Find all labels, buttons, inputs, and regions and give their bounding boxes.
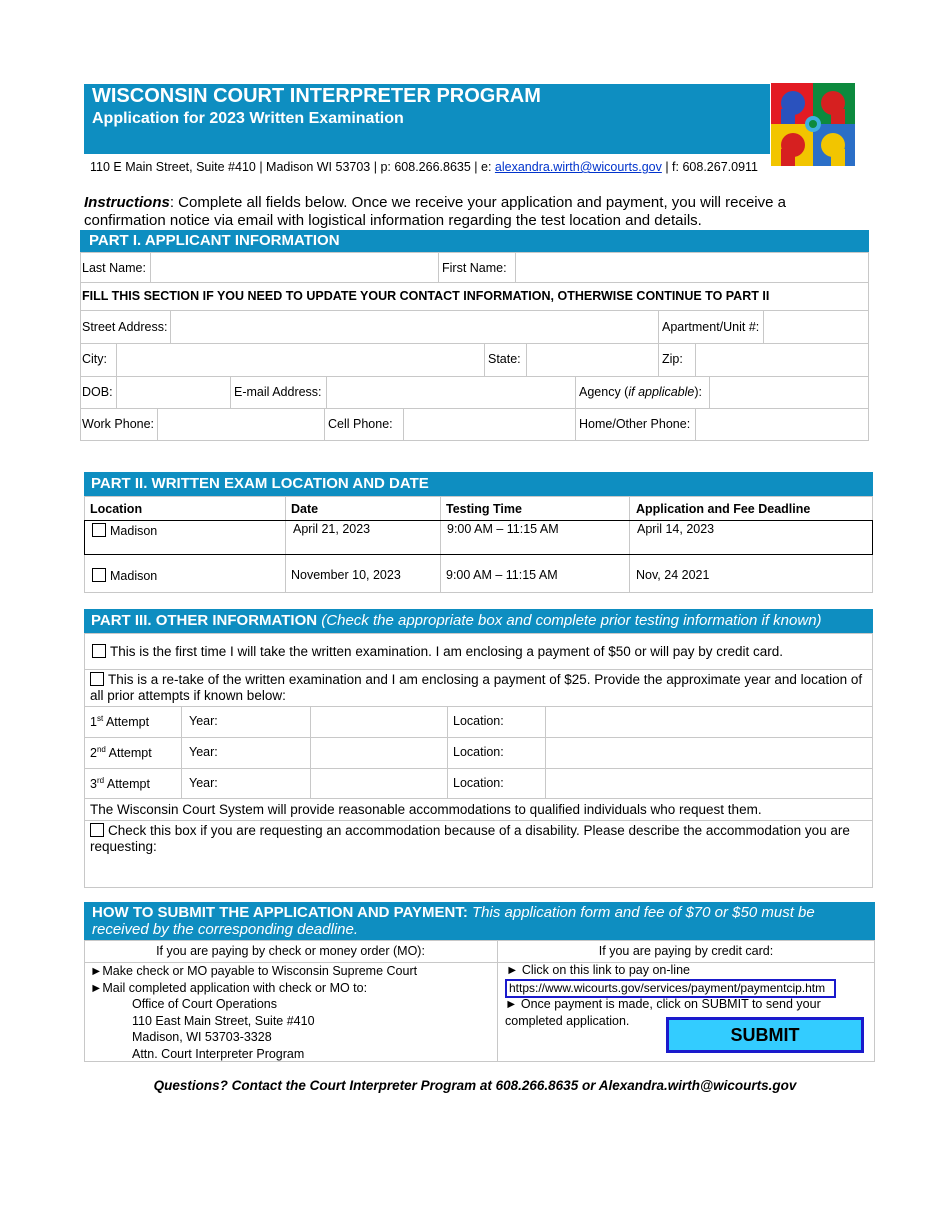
city-input[interactable] <box>117 344 484 376</box>
part2-header <box>84 472 873 496</box>
first-time-option[interactable] <box>92 644 783 659</box>
col-testing-time: Testing Time <box>446 502 522 516</box>
zip-input[interactable] <box>696 344 868 376</box>
attempt-1-word: Attempt <box>103 715 150 730</box>
mailing-address <box>90 996 417 1062</box>
part1-title: PART I. APPLICANT INFORMATION <box>89 232 340 249</box>
application-subtitle: Application for 2023 Written Examination <box>92 110 404 127</box>
exam-1-deadline: April 14, 2023 <box>637 522 715 536</box>
attempt-1-label <box>90 714 149 729</box>
attempt-2-sup: nd <box>96 745 106 754</box>
submit-section-header <box>84 902 875 940</box>
last-name-label: Last Name: <box>82 261 146 275</box>
submit-section-note: This application form and fee of $70 or $50 must be received by the corresponding deadline. <box>92 904 815 938</box>
submit-section-title: HOW TO SUBMIT THE APPLICATION AND PAYMENT: <box>92 904 468 921</box>
accommodation-note: The Wisconsin Court System will provide reasonable accommodations to qualified individuals who request them. <box>90 802 762 817</box>
check-header: If you are paying by check or money order (MO): <box>156 944 425 958</box>
dob-input[interactable] <box>117 377 230 408</box>
col-location: Location <box>90 502 143 516</box>
part1-header <box>80 230 869 252</box>
agency-label-italic: if applicable <box>628 385 695 399</box>
attempt-2-year-input[interactable] <box>311 738 447 768</box>
check-line-1: ►Make check or MO payable to Wisconsin Supreme Court <box>90 964 418 978</box>
program-logo <box>771 83 855 166</box>
card-header: If you are paying by credit card: <box>598 944 774 958</box>
checkbox-exam-1[interactable] <box>92 523 106 537</box>
attempt-2-label <box>90 745 152 760</box>
attempt-3-location-label: Location: <box>453 776 504 790</box>
home-phone-input[interactable] <box>696 409 868 441</box>
checkbox-first-time[interactable] <box>92 644 106 658</box>
attempt-1-num: 1 <box>90 715 97 730</box>
zip-label: Zip: <box>662 352 683 366</box>
address-line-2: 110 East Main Street, Suite #410 <box>132 1013 315 1028</box>
attempt-2-location-input[interactable] <box>546 738 872 768</box>
agency-input[interactable] <box>710 377 868 408</box>
apartment-label: Apartment/Unit #: <box>662 320 760 334</box>
instructions <box>84 194 844 230</box>
accommodation-option[interactable] <box>90 823 865 855</box>
agency-label-prefix: Agency ( <box>579 385 629 399</box>
part3-title: PART III. OTHER INFORMATION <box>91 612 318 629</box>
state-input[interactable] <box>527 344 658 376</box>
part2-title: PART II. WRITTEN EXAM LOCATION AND DATE <box>91 475 429 492</box>
city-label: City: <box>82 352 107 366</box>
email-input[interactable] <box>327 377 575 408</box>
attempt-3-sup: rd <box>96 776 105 785</box>
attempt-1-year-input[interactable] <box>311 707 447 737</box>
exam-1-time: 9:00 AM – 11:15 AM <box>447 522 559 536</box>
email-label: E-mail Address: <box>234 385 322 399</box>
work-phone-input[interactable] <box>158 409 324 441</box>
attempt-3-location-input[interactable] <box>546 769 872 798</box>
street-address-label: Street Address: <box>82 320 168 334</box>
attempt-3-label <box>90 776 150 791</box>
apartment-input[interactable] <box>764 311 868 343</box>
card-line-2: ► Once payment is made, click on SUBMIT to send your completed application. <box>505 997 821 1028</box>
street-address-input[interactable] <box>171 311 658 343</box>
checkbox-retake[interactable] <box>90 672 104 686</box>
attempt-2-year-label: Year: <box>189 745 218 759</box>
exam-2-deadline: Nov, 24 2021 <box>636 568 710 582</box>
col-date: Date <box>291 502 319 516</box>
payment-link[interactable]: https://www.wicourts.gov/services/payment/paymentcip.htm <box>505 979 836 998</box>
exam-1-location: Madison <box>110 524 158 538</box>
address-line-3: Madison, WI 53703-3328 <box>132 1030 272 1044</box>
header-banner <box>84 84 770 154</box>
cell-phone-input[interactable] <box>404 409 575 441</box>
dob-label: DOB: <box>82 385 113 399</box>
attempt-3-year-input[interactable] <box>311 769 447 798</box>
col-deadline: Application and Fee Deadline <box>636 502 811 516</box>
first-name-input[interactable] <box>516 253 868 282</box>
attempt-1-year-label: Year: <box>189 714 218 728</box>
contact-address: 110 E Main Street, Suite #410 | Madison WI 53703 | p: 608.266.8635 | e: <box>90 160 495 174</box>
attempt-1-location-input[interactable] <box>546 707 872 737</box>
attempt-2-word: Attempt <box>105 746 152 761</box>
attempt-1-sup: st <box>96 714 104 723</box>
home-phone-label: Home/Other Phone: <box>579 417 691 431</box>
card-line-1: ► Click on this link to pay on-line <box>506 963 690 977</box>
instructions-text: : Complete all fields below. Once we receive your application and payment, you will receive a confirmation notice via email with logistical information regarding the test location and details. <box>84 194 786 229</box>
accommodation-text: Check this box if you are requesting an accommodation because of a disability. Please describe the accommodation you are requesting: <box>90 823 850 854</box>
address-line-1: Office of Court Operations <box>132 997 277 1011</box>
checkbox-accommodation[interactable] <box>90 823 104 837</box>
exam-2-date: November 10, 2023 <box>291 568 401 582</box>
last-name-input[interactable] <box>151 253 438 282</box>
check-line-2: ►Mail completed application with check or MO to: <box>90 980 368 995</box>
cell-phone-label: Cell Phone: <box>328 417 393 431</box>
agency-label-suffix: ): <box>694 385 702 399</box>
contact-fax: | f: 608.267.0911 <box>661 160 759 174</box>
check-instructions <box>90 963 417 1062</box>
part3-header <box>84 609 873 633</box>
exam-1-date: April 21, 2023 <box>293 522 371 536</box>
attempt-3-word: Attempt <box>104 777 150 792</box>
state-label: State: <box>488 352 521 366</box>
first-time-text: This is the first time I will take the written examination. I am enclosing a payment of $50 or will pay by credit card. <box>110 644 784 659</box>
exam-option-2[interactable] <box>92 568 157 583</box>
exam-2-location: Madison <box>110 569 158 583</box>
retake-text: This is a re-take of the written examination and I am enclosing a payment of $25. Provide the approximate year and location of all prior attempts if known below: <box>90 672 863 703</box>
exam-2-time: 9:00 AM – 11:15 AM <box>446 568 558 582</box>
agency-label <box>579 385 702 399</box>
attempt-3-year-label: Year: <box>189 776 218 790</box>
first-name-label: First Name: <box>442 261 507 275</box>
exam-option-1[interactable] <box>92 523 157 538</box>
accommodation-description-input[interactable] <box>85 858 872 887</box>
instructions-label: Instructions <box>84 194 170 211</box>
attempt-3-num: 3 <box>90 777 97 792</box>
address-line-4: Attn. Court Interpreter Program <box>132 1046 305 1061</box>
checkbox-exam-2[interactable] <box>92 568 106 582</box>
attempt-2-num: 2 <box>90 746 97 761</box>
part3-title-note: (Check the appropriate box and complete prior testing information if known) <box>321 612 822 629</box>
footer-contact: Questions? Contact the Court Interpreter Program at 608.266.8635 or Alexandra.wirth@wicourts.gov <box>153 1078 797 1093</box>
people-heads-logo-icon <box>771 83 855 166</box>
contact-info <box>90 160 758 174</box>
update-contact-note: FILL THIS SECTION IF YOU NEED TO UPDATE YOUR CONTACT INFORMATION, OTHERWISE CONTINUE TO PART II <box>82 289 770 303</box>
program-title: WISCONSIN COURT INTERPRETER PROGRAM <box>92 85 541 107</box>
attempt-2-location-label: Location: <box>453 745 504 759</box>
submit-button[interactable]: SUBMIT <box>666 1017 864 1053</box>
contact-email-link[interactable]: alexandra.wirth@wicourts.gov <box>494 160 662 174</box>
work-phone-label: Work Phone: <box>82 417 155 431</box>
retake-option[interactable] <box>90 672 865 704</box>
attempt-1-location-label: Location: <box>453 714 504 728</box>
